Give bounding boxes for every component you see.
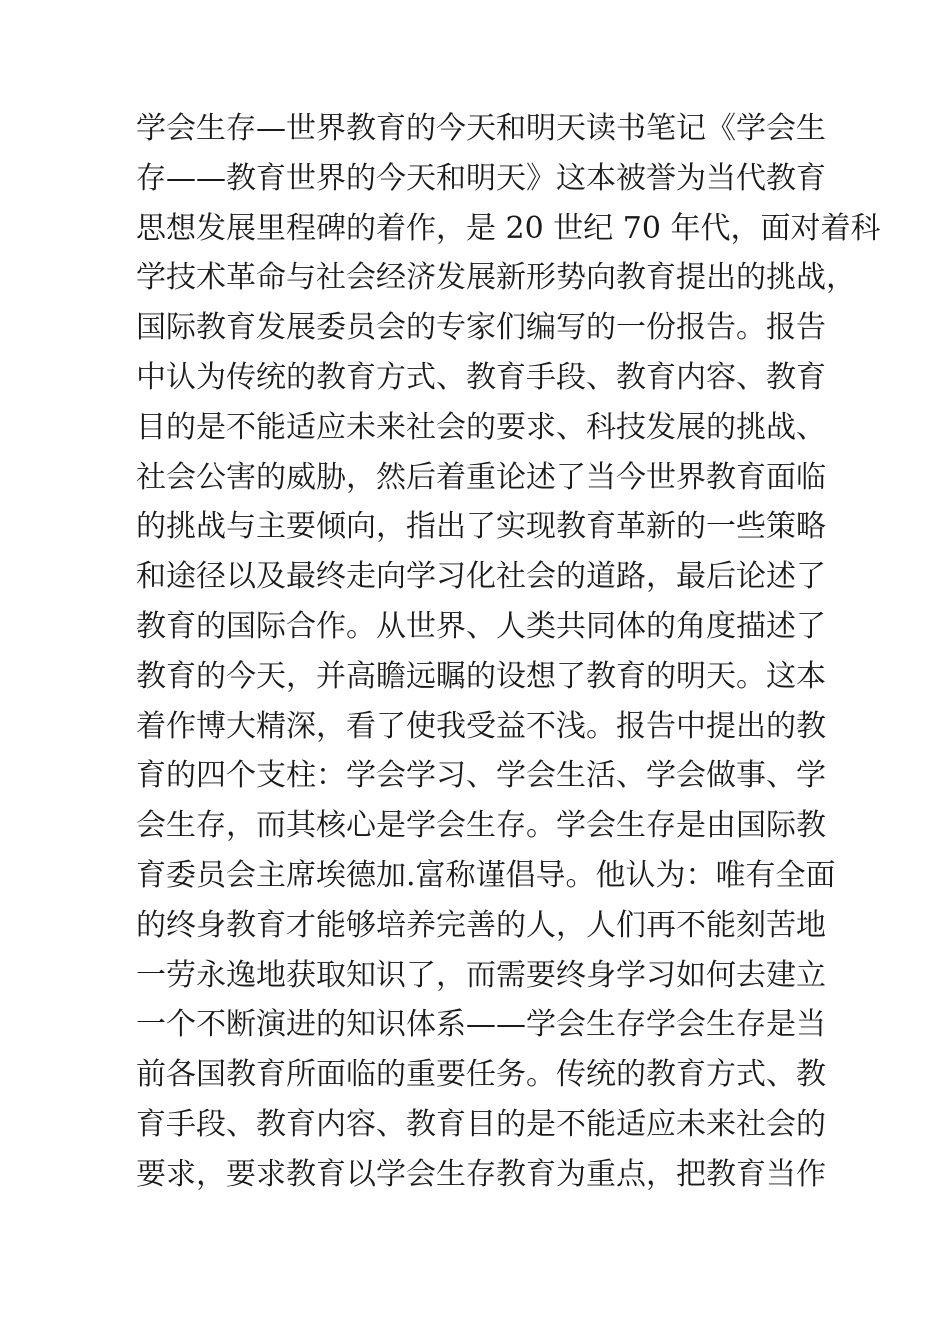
- text-line: 思想发展里程碑的着作，是 20 世纪 70 年代，面对着科: [136, 210, 881, 246]
- text-line: 一劳永逸地获取知识了，而需要终身学习如何去建立: [136, 957, 826, 993]
- text-line: 育手段、教育内容、教育目的是不能适应未来社会的: [136, 1106, 826, 1142]
- text-line: 的终身教育才能够培养完善的人，人们再不能刻苦地: [136, 907, 826, 943]
- text-line: 育的四个支柱：学会学习、学会生活、学会做事、学: [136, 758, 826, 794]
- text-line: 学会生存—世界教育的今天和明天读书笔记《学会生: [136, 111, 826, 146]
- text-line: 要求，要求教育以学会生存教育为重点，把教育当作: [136, 1156, 826, 1192]
- text-line: 一个不断演进的知识体系——学会生存学会生存是当: [136, 1007, 826, 1043]
- text-line: 教育的今天，并高瞻远瞩的设想了教育的明天。这本: [136, 658, 826, 694]
- text-line: 的挑战与主要倾向，指出了实现教育革新的一些策略: [136, 509, 826, 545]
- text-line: 育委员会主席埃德加.富称谨倡导。他认为：唯有全面: [136, 857, 836, 893]
- text-line: 目的是不能适应未来社会的要求、科技发展的挑战、: [136, 409, 826, 445]
- text-line: 存——教育世界的今天和明天》这本被誉为当代教育: [136, 160, 826, 196]
- text-line: 会生存，而其核心是学会生存。学会生存是由国际教: [136, 808, 826, 844]
- document-body: [136, 104, 881, 1200]
- text-line: 着作博大精深，看了使我受益不浅。报告中提出的教: [136, 708, 826, 744]
- text-line: 国际教育发展委员会的专家们编写的一份报告。报告: [136, 310, 826, 346]
- text-line: 学技术革命与社会经济发展新形势向教育提出的挑战，: [136, 260, 856, 296]
- text-line: 前各国教育所面临的重要任务。传统的教育方式、教: [136, 1057, 826, 1093]
- text-line: 和途径以及最终走向学习化社会的道路，最后论述了: [136, 559, 826, 595]
- text-line: 中认为传统的教育方式、教育手段、教育内容、教育: [136, 359, 826, 395]
- text-line: 社会公害的威胁，然后着重论述了当今世界教育面临: [136, 459, 826, 495]
- text-line: 教育的国际合作。从世界、人类共同体的角度描述了: [136, 608, 826, 644]
